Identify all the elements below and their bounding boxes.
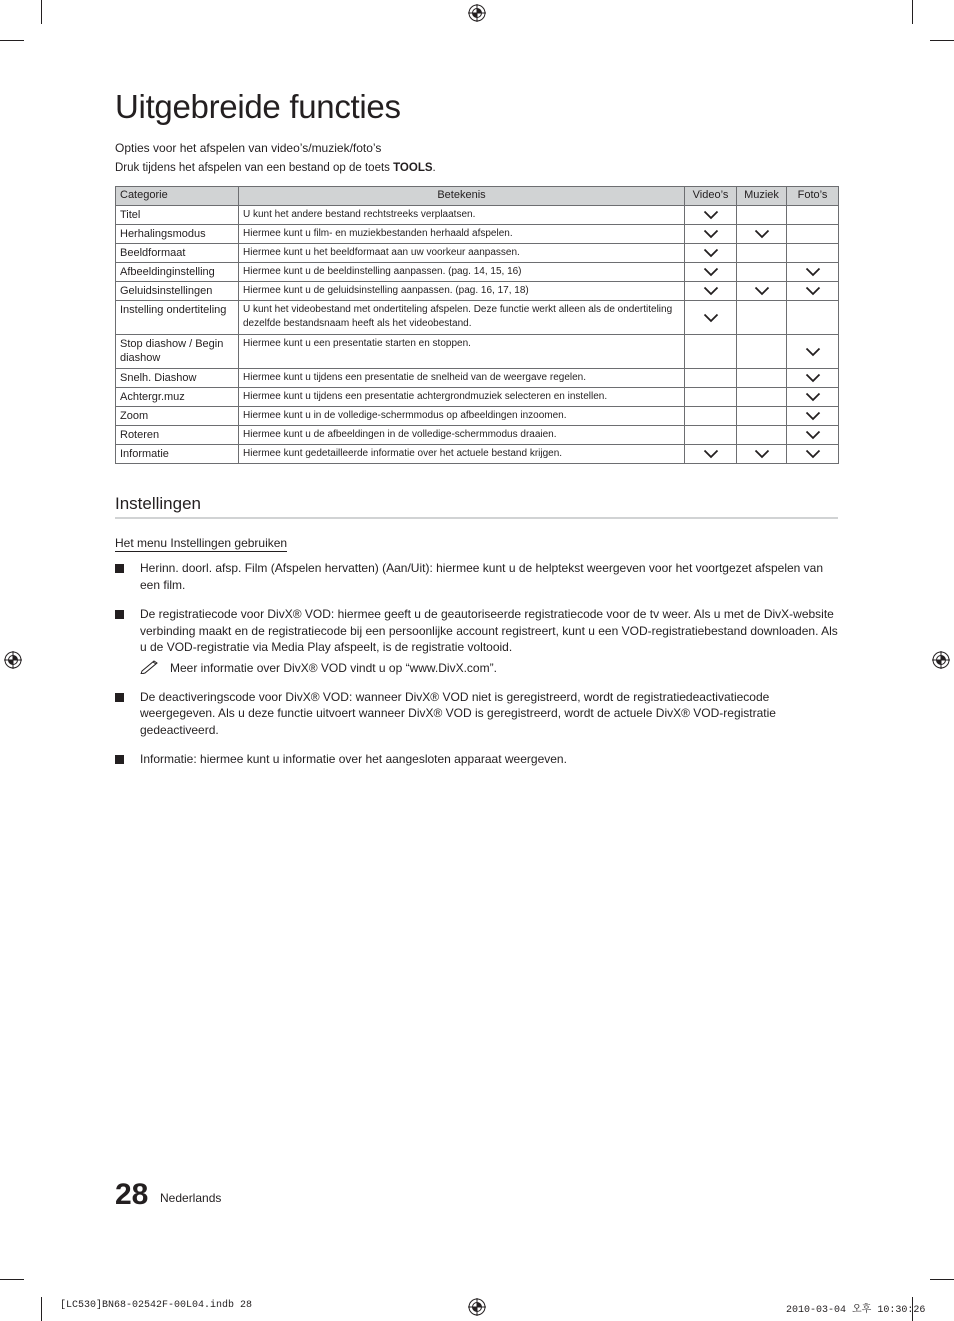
cell-category: Beeldformaat — [116, 244, 239, 263]
registration-mark-icon — [931, 650, 951, 670]
col-header-music: Muziek — [737, 187, 787, 206]
cell-category: Stop diashow / Begin diashow — [116, 335, 239, 369]
intro-suffix: . — [432, 162, 436, 174]
table-row — [116, 335, 839, 369]
check-icon — [787, 373, 838, 383]
cell-meaning: Hiermee kunt u in de volledige-schermmodus op afbeeldingen inzoomen. — [239, 407, 685, 426]
item-text: : wanneer DivX® VOD niet is geregistreerd, wordt de registratiedeactivatiecode weergegeven. Als u deze functie uitvoert wanneer DivX® VOD is geregistreerd, wordt de actuele DivX® VOD-registratie gedeactiveerd. — [140, 689, 776, 737]
cell-photo — [787, 225, 839, 244]
cell-video — [685, 301, 737, 335]
check-icon — [737, 229, 786, 239]
cell-video — [685, 369, 737, 388]
cell-video — [685, 244, 737, 263]
page-number: 28 — [115, 1178, 149, 1211]
cell-meaning: Hiermee kunt u het beeldformaat aan uw voorkeur aanpassen. — [239, 244, 685, 263]
intro-prefix: Druk tijdens het afspelen van een bestand op de toets — [115, 162, 394, 174]
cell-photo — [787, 335, 839, 369]
check-icon — [685, 267, 736, 277]
cell-photo — [787, 369, 839, 388]
cell-music — [737, 244, 787, 263]
check-icon — [685, 449, 736, 459]
registration-mark-icon — [3, 650, 23, 670]
intro-text — [115, 162, 436, 174]
cell-music — [737, 263, 787, 282]
check-icon — [685, 248, 736, 258]
cell-video — [685, 388, 737, 407]
cell-category: Geluidsinstellingen — [116, 282, 239, 301]
pencil-note-icon — [140, 658, 160, 674]
list-item — [115, 751, 840, 768]
cell-photo — [787, 282, 839, 301]
tools-key: TOOLS — [393, 162, 433, 174]
cell-category: Instelling ondertiteling — [116, 301, 239, 335]
print-slug-file: [LC530]BN68-02542F-00L04.indb 28 — [60, 1300, 253, 1311]
cell-photo — [787, 407, 839, 426]
cell-photo — [787, 301, 839, 335]
check-icon — [787, 449, 838, 459]
item-text: : hiermee kunt u de helptekst weergeven voor het voortgezet afspelen van een film. — [140, 561, 824, 592]
cell-category: Herhalingsmodus — [116, 225, 239, 244]
check-icon — [787, 267, 838, 277]
cell-music — [737, 206, 787, 225]
cell-photo — [787, 426, 839, 445]
table-header-row — [116, 187, 839, 206]
list-item — [115, 689, 840, 739]
table-row — [116, 282, 839, 301]
cell-category: Achtergr.muz — [116, 388, 239, 407]
cell-music — [737, 407, 787, 426]
table-row — [116, 407, 839, 426]
item-term: De registratiecode voor DivX® VOD — [140, 607, 331, 621]
cell-photo — [787, 445, 839, 464]
check-icon — [787, 430, 838, 440]
cell-video — [685, 426, 737, 445]
cell-photo — [787, 388, 839, 407]
cell-meaning: Hiermee kunt gedetailleerde informatie over het actuele bestand krijgen. — [239, 445, 685, 464]
page-language: Nederlands — [160, 1191, 222, 1205]
bullet-square-icon — [115, 564, 124, 573]
table-row — [116, 206, 839, 225]
cell-video — [685, 407, 737, 426]
crop-mark — [41, 0, 42, 24]
cell-meaning: Hiermee kunt u de afbeeldingen in de volledige-schermmodus draaien. — [239, 426, 685, 445]
cell-music — [737, 335, 787, 369]
col-header-category: Categorie — [116, 187, 239, 206]
check-icon — [787, 347, 838, 357]
bullet-square-icon — [115, 755, 124, 764]
cell-category: Informatie — [116, 445, 239, 464]
registration-mark-icon — [467, 3, 487, 23]
crop-mark — [0, 1279, 24, 1280]
cell-category: Afbeeldinginstelling — [116, 263, 239, 282]
cell-photo — [787, 206, 839, 225]
check-icon — [685, 286, 736, 296]
section-title-settings: Instellingen — [115, 494, 202, 513]
list-item — [115, 560, 840, 593]
cell-meaning: Hiermee kunt u tijdens een presentatie de snelheid van de weergave regelen. — [239, 369, 685, 388]
cell-category: Zoom — [116, 407, 239, 426]
table-row — [116, 369, 839, 388]
item-text: : hiermee geeft u de geautoriseerde registratiecode voor de tv weer. Als u met de DivX-website verbinding maakt en de registratiecode bij een persoonlijke account registreert, kunt u een VOD-registratiebestand downloaden. Als u de VOD-registratie via Media Play afspeelt, is de registratie voltooid. — [140, 607, 838, 654]
col-header-videos: Video’s — [685, 187, 737, 206]
cell-meaning: U kunt het andere bestand rechtstreeks verplaatsen. — [239, 206, 685, 225]
check-icon — [787, 411, 838, 421]
note-text: Meer informatie over DivX® VOD vindt u op “www.DivX.com”. — [170, 660, 497, 675]
cell-video — [685, 335, 737, 369]
cell-meaning: Hiermee kunt u een presentatie starten en stoppen. — [239, 335, 685, 369]
item-term: De deactiveringscode voor DivX® VOD — [140, 689, 349, 704]
menu-heading: Het menu Instellingen gebruiken — [115, 536, 288, 550]
crop-mark — [912, 0, 913, 24]
cell-meaning: Hiermee kunt u film- en muziekbestanden herhaald afspelen. — [239, 225, 685, 244]
table-row — [116, 445, 839, 464]
cell-video — [685, 225, 737, 244]
check-icon — [737, 449, 786, 459]
cell-music — [737, 369, 787, 388]
cell-category: Snelh. Diashow — [116, 369, 239, 388]
item-term: Informatie — [140, 752, 194, 766]
col-header-meaning: Betekenis — [239, 187, 685, 206]
divx-note — [140, 660, 840, 676]
cell-music — [737, 388, 787, 407]
bullet-square-icon — [115, 693, 124, 702]
item-text: : hiermee kunt u informatie over het aangesloten apparaat weergeven. — [193, 752, 567, 766]
cell-meaning: U kunt het videobestand met ondertiteling afspelen. Deze functie werkt alleen als de ondertiteling dezelfde bestandsnaam heeft als het videobestand. — [239, 301, 685, 335]
check-icon — [737, 286, 786, 296]
cell-meaning: Hiermee kunt u tijdens een presentatie achtergrondmuziek selecteren en instellen. — [239, 388, 685, 407]
list-item — [115, 606, 840, 676]
table-row — [116, 263, 839, 282]
bullet-square-icon — [115, 610, 124, 619]
check-icon — [685, 229, 736, 239]
crop-mark — [930, 1279, 954, 1280]
table-row — [116, 426, 839, 445]
cell-meaning: Hiermee kunt u de beeldinstelling aanpassen. (pag. 14, 15, 16) — [239, 263, 685, 282]
cell-music — [737, 445, 787, 464]
crop-mark — [0, 40, 24, 41]
check-icon — [685, 210, 736, 220]
cell-video — [685, 445, 737, 464]
cell-category: Roteren — [116, 426, 239, 445]
check-icon — [685, 313, 736, 323]
cell-meaning: Hiermee kunt u de geluidsinstelling aanpassen. (pag. 16, 17, 18) — [239, 282, 685, 301]
print-slug-date: 2010-03-04 오후 10:30:26 — [786, 1305, 926, 1316]
check-icon — [787, 286, 838, 296]
cell-video — [685, 263, 737, 282]
cell-music — [737, 282, 787, 301]
cell-music — [737, 301, 787, 335]
table-subheading: Opties voor het afspelen van video’s/muziek/foto’s — [115, 141, 382, 155]
crop-mark — [930, 40, 954, 41]
cell-music — [737, 426, 787, 445]
crop-mark — [41, 1297, 42, 1321]
settings-list — [115, 560, 840, 776]
playback-options-table — [115, 186, 839, 464]
table-row — [116, 244, 839, 263]
cell-photo — [787, 263, 839, 282]
check-icon — [787, 392, 838, 402]
cell-photo — [787, 244, 839, 263]
table-row — [116, 388, 839, 407]
cell-music — [737, 225, 787, 244]
table-row — [116, 225, 839, 244]
page-title: Uitgebreide functies — [115, 88, 401, 125]
cell-video — [685, 282, 737, 301]
cell-video — [685, 206, 737, 225]
table-row — [116, 301, 839, 335]
registration-mark-icon — [467, 1297, 487, 1317]
col-header-photos: Foto’s — [787, 187, 839, 206]
item-term: Herinn. doorl. afsp. Film (Afspelen hervatten) (Aan/Uit) — [140, 561, 430, 575]
section-divider — [115, 517, 838, 519]
cell-category: Titel — [116, 206, 239, 225]
